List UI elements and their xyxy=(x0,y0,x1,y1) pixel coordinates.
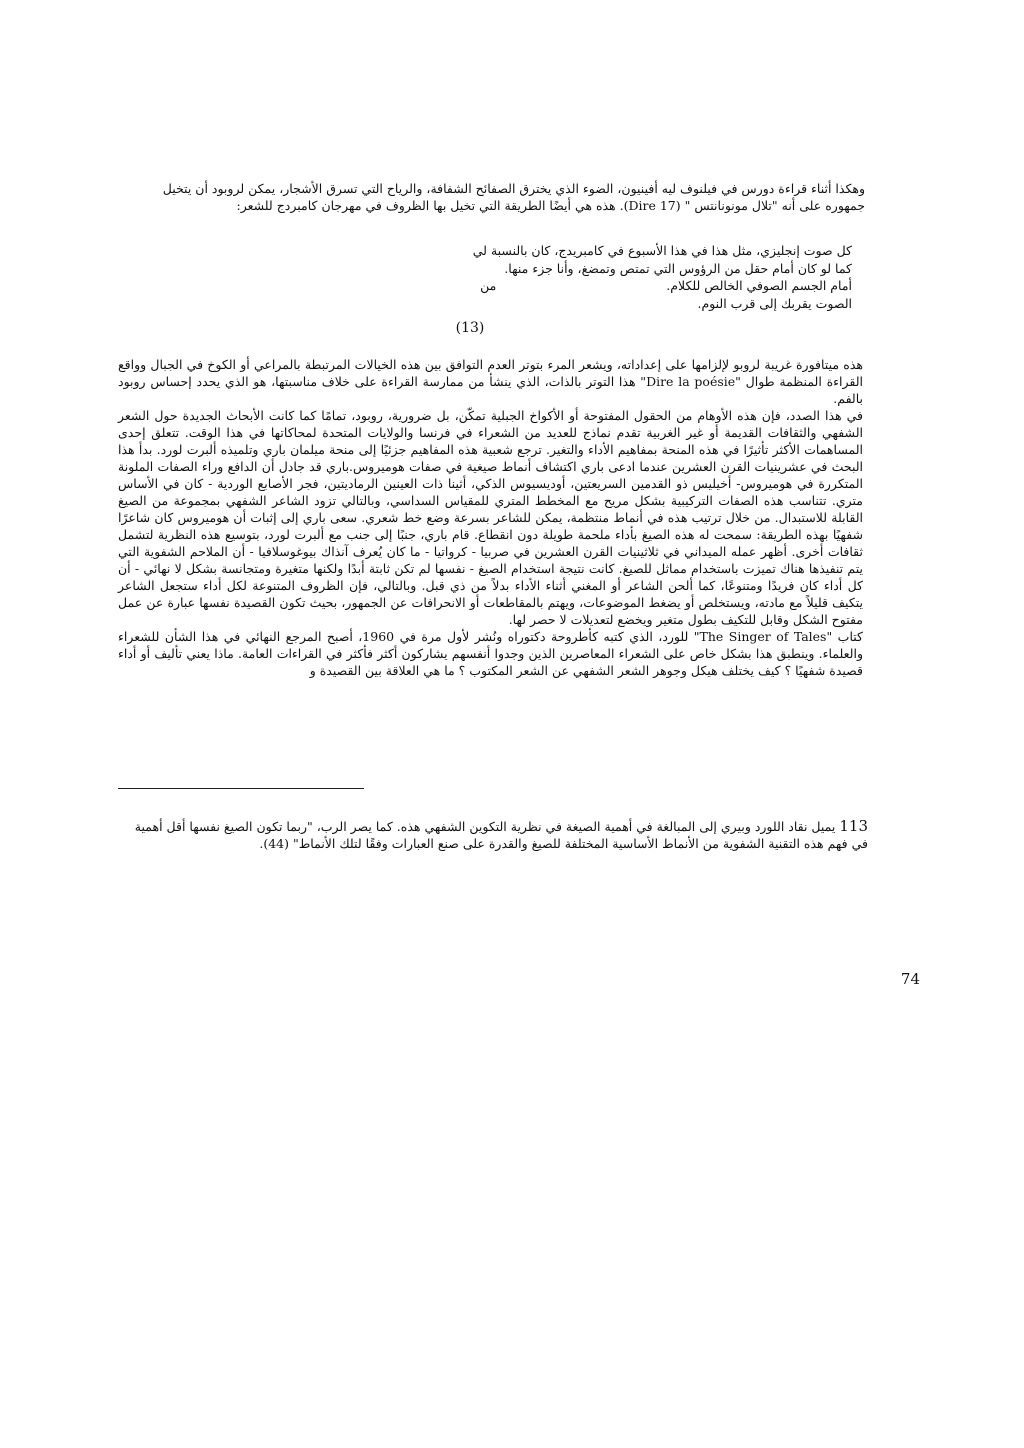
quote-line-4: الصوت يقربك إلى قرب النوم. xyxy=(697,295,852,311)
quote-line-3a: أمام الجسم الصوفي الخالص للكلام. xyxy=(666,278,852,293)
quote-line-3 xyxy=(390,277,852,295)
intro-line-1: وهكذا أثناء قراءة دورس في فيلنوف ليه أفينيون، الضوء الذي يخترق الصفائح الشفافة، والرياح التي تسرق الأشجار، يمكن لروبود أن يتخيل xyxy=(162,181,865,196)
paragraph-1: هذه ميتافورة غريبة لروبو لإلزامها على إعداداته، ويشعر المرء بتوتر العدم التوافق بين هذه الخيالات المرتبطة بالمراعي أو الكوخ في الجبال وواقع القراءة المنظمة طوال "Dire la poésie" هذا التوتر بالذات، الذي ينشأ من ممارسة القراءة على خلاف مناسبتها، هو الذي يحدد إحساس روبود بالفم. xyxy=(118,357,863,406)
quote-line-1: كل صوت إنجليزي، مثل هذا في هذا الأسبوع في كامبريدج، كان بالنسبة لي xyxy=(472,243,852,258)
quote-reference: (13) xyxy=(455,320,485,336)
intro-line-2: جمهوره على أنه "تلال مونونانتس " (Dire 17). هذه هي أيضًا الطريقة التي تخيل بها الظروف في مهرجان كامبردج للشعر: xyxy=(236,198,865,213)
footnote-divider xyxy=(118,788,364,789)
footnote xyxy=(118,818,868,852)
intro-paragraph xyxy=(160,180,865,214)
block-quote xyxy=(390,242,852,312)
footnote-text: يميل نقاد اللورد وبيري إلى المبالغة في أهمية الصيغة في نظرية التكوين الشفهي هذه. كما يصر الرب، "ربما تكون الصيغ نفسها أقل أهمية في فهم هذه التقنية الشفوية من الأنماط الأساسية المختلفة للصيغ والقدرة على صنع العبارات وفقًا لتلك الأنماط" (44). xyxy=(134,819,868,851)
page-number: 74 xyxy=(900,970,920,988)
quote-line-3b: من xyxy=(480,278,497,293)
paragraph-3: كتاب "The Singer of Tales" للورد، الذي كتبه كأطروحة دكتوراه ونُشر لأول مرة في 1960، أصبح المرجع النهائي في هذا الشأن للشعراء والعلماء. وينطبق هذا بشكل خاص على الشعراء المعاصرين الذين وجدوا أنفسهم يشاركون أكثر فأكثر في القراءات العامة. ماذا يعني تأليف أو أداء قصيدة شفهيًا ؟ كيف يختلف هيكل وجوهر الشعر الشفهي عن الشعر المكتوب ؟ ما هي العلاقة بين القصيدة و xyxy=(118,629,863,678)
paragraph-2: في هذا الصدد، فإن هذه الأوهام من الحقول المفتوحة أو الأكواخ الجبلية تمكّن، بل ضرورية، روبود، تمامًا كما كانت الأبحاث الجديدة حول الشعر الشفهي والثقافات القديمة أو غير الغربية تقدم نماذج للعديد من الشعراء في فرنسا والولايات المتحدة لمحاكاتها في هذا الوقت. تتعلق إحدى المساهمات الأكثر تأثيرًا في هذه المنحة بمفاهيم الأداء والتغير. ترجع شعبية هذه المفاهيم جزئيًا إلى منحة ميلمان باري وتلميذه ألبرت لورد. بدأ هذا البحث في عشرينيات القرن العشرين عندما ادعى باري اكتشاف أنماط صيغية في صفات هوميروس.باري قد جادل أن الدافع وراء الصفات الملونة المتكررة في هوميروس- أخيليس ذو القدمين السريعتين، أوديسيوس الذكي، أثينا ذات العينين الرماديتين، فجر الأصابع الوردية - كان في الأساس متري. تتناسب هذه الصفات التركيبية بشكل مريح مع المخطط المتري للمقياس السداسي، وبالتالي تزود الشاعر الشفهي بمجموعة من الصيغ القابلة للاستبدال. من خلال ترتيب هذه في أنماط منتظمة، يمكن للشاعر بسرعة وضع خط شعري. سعى باري إلى إثبات أن هوميروس كان شاعرًا شفهيًا بهذه الطريقة: سمحت له هذه الصيغ بأداء ملحمة طويلة دون انقطاع. قام باري، جنبًا إلى جنب مع ألبرت لورد، بتوسيع هذه النظرية لتشمل ثقافات أخرى. أظهر عمله الميداني في ثلاثينيات القرن العشرين في صربيا - كرواتيا - ما كان يُعرف آنذاك بيوغوسلافيا - أن الملاحم الشفوية التي يتم تنفيذها هناك تميزت باستخدام مماثل للصيغ. كانت نتيجة استخدام الصيغ - نفسها لم تكن ثابتة أبدًا ولكنها متغيرة ومتجانسة بشكل لا نهائي - أن كل أداء كان فريدًا ومتنوعًا، كما ألحن الشاعر أو المغني أثناء الأداء بدلاً من ذي قبل. وبالتالي، فإن الظروف المتنوعة لكل أداء ستجعل الشاعر يتكيف قليلاً مع مادته، ويستخلص أو يضغط الموضوعات، ويهتم بالمقاطعات أو الانحرافات عن الجمهور، بحيث تكون القصيدة نفسها عبارة عن عمل مفتوح الشكل وقابل للتكيف بطول متغير ويخضع لتعديلات لا حصر لها. xyxy=(118,408,863,627)
quote-line-2: كما لو كان أمام حقل من الرؤوس التي تمتص وتمضغ، وأنا جزء منها. xyxy=(504,260,852,276)
footnote-body xyxy=(118,818,868,852)
main-text xyxy=(118,356,863,679)
footnote-number: 113 xyxy=(839,817,868,835)
